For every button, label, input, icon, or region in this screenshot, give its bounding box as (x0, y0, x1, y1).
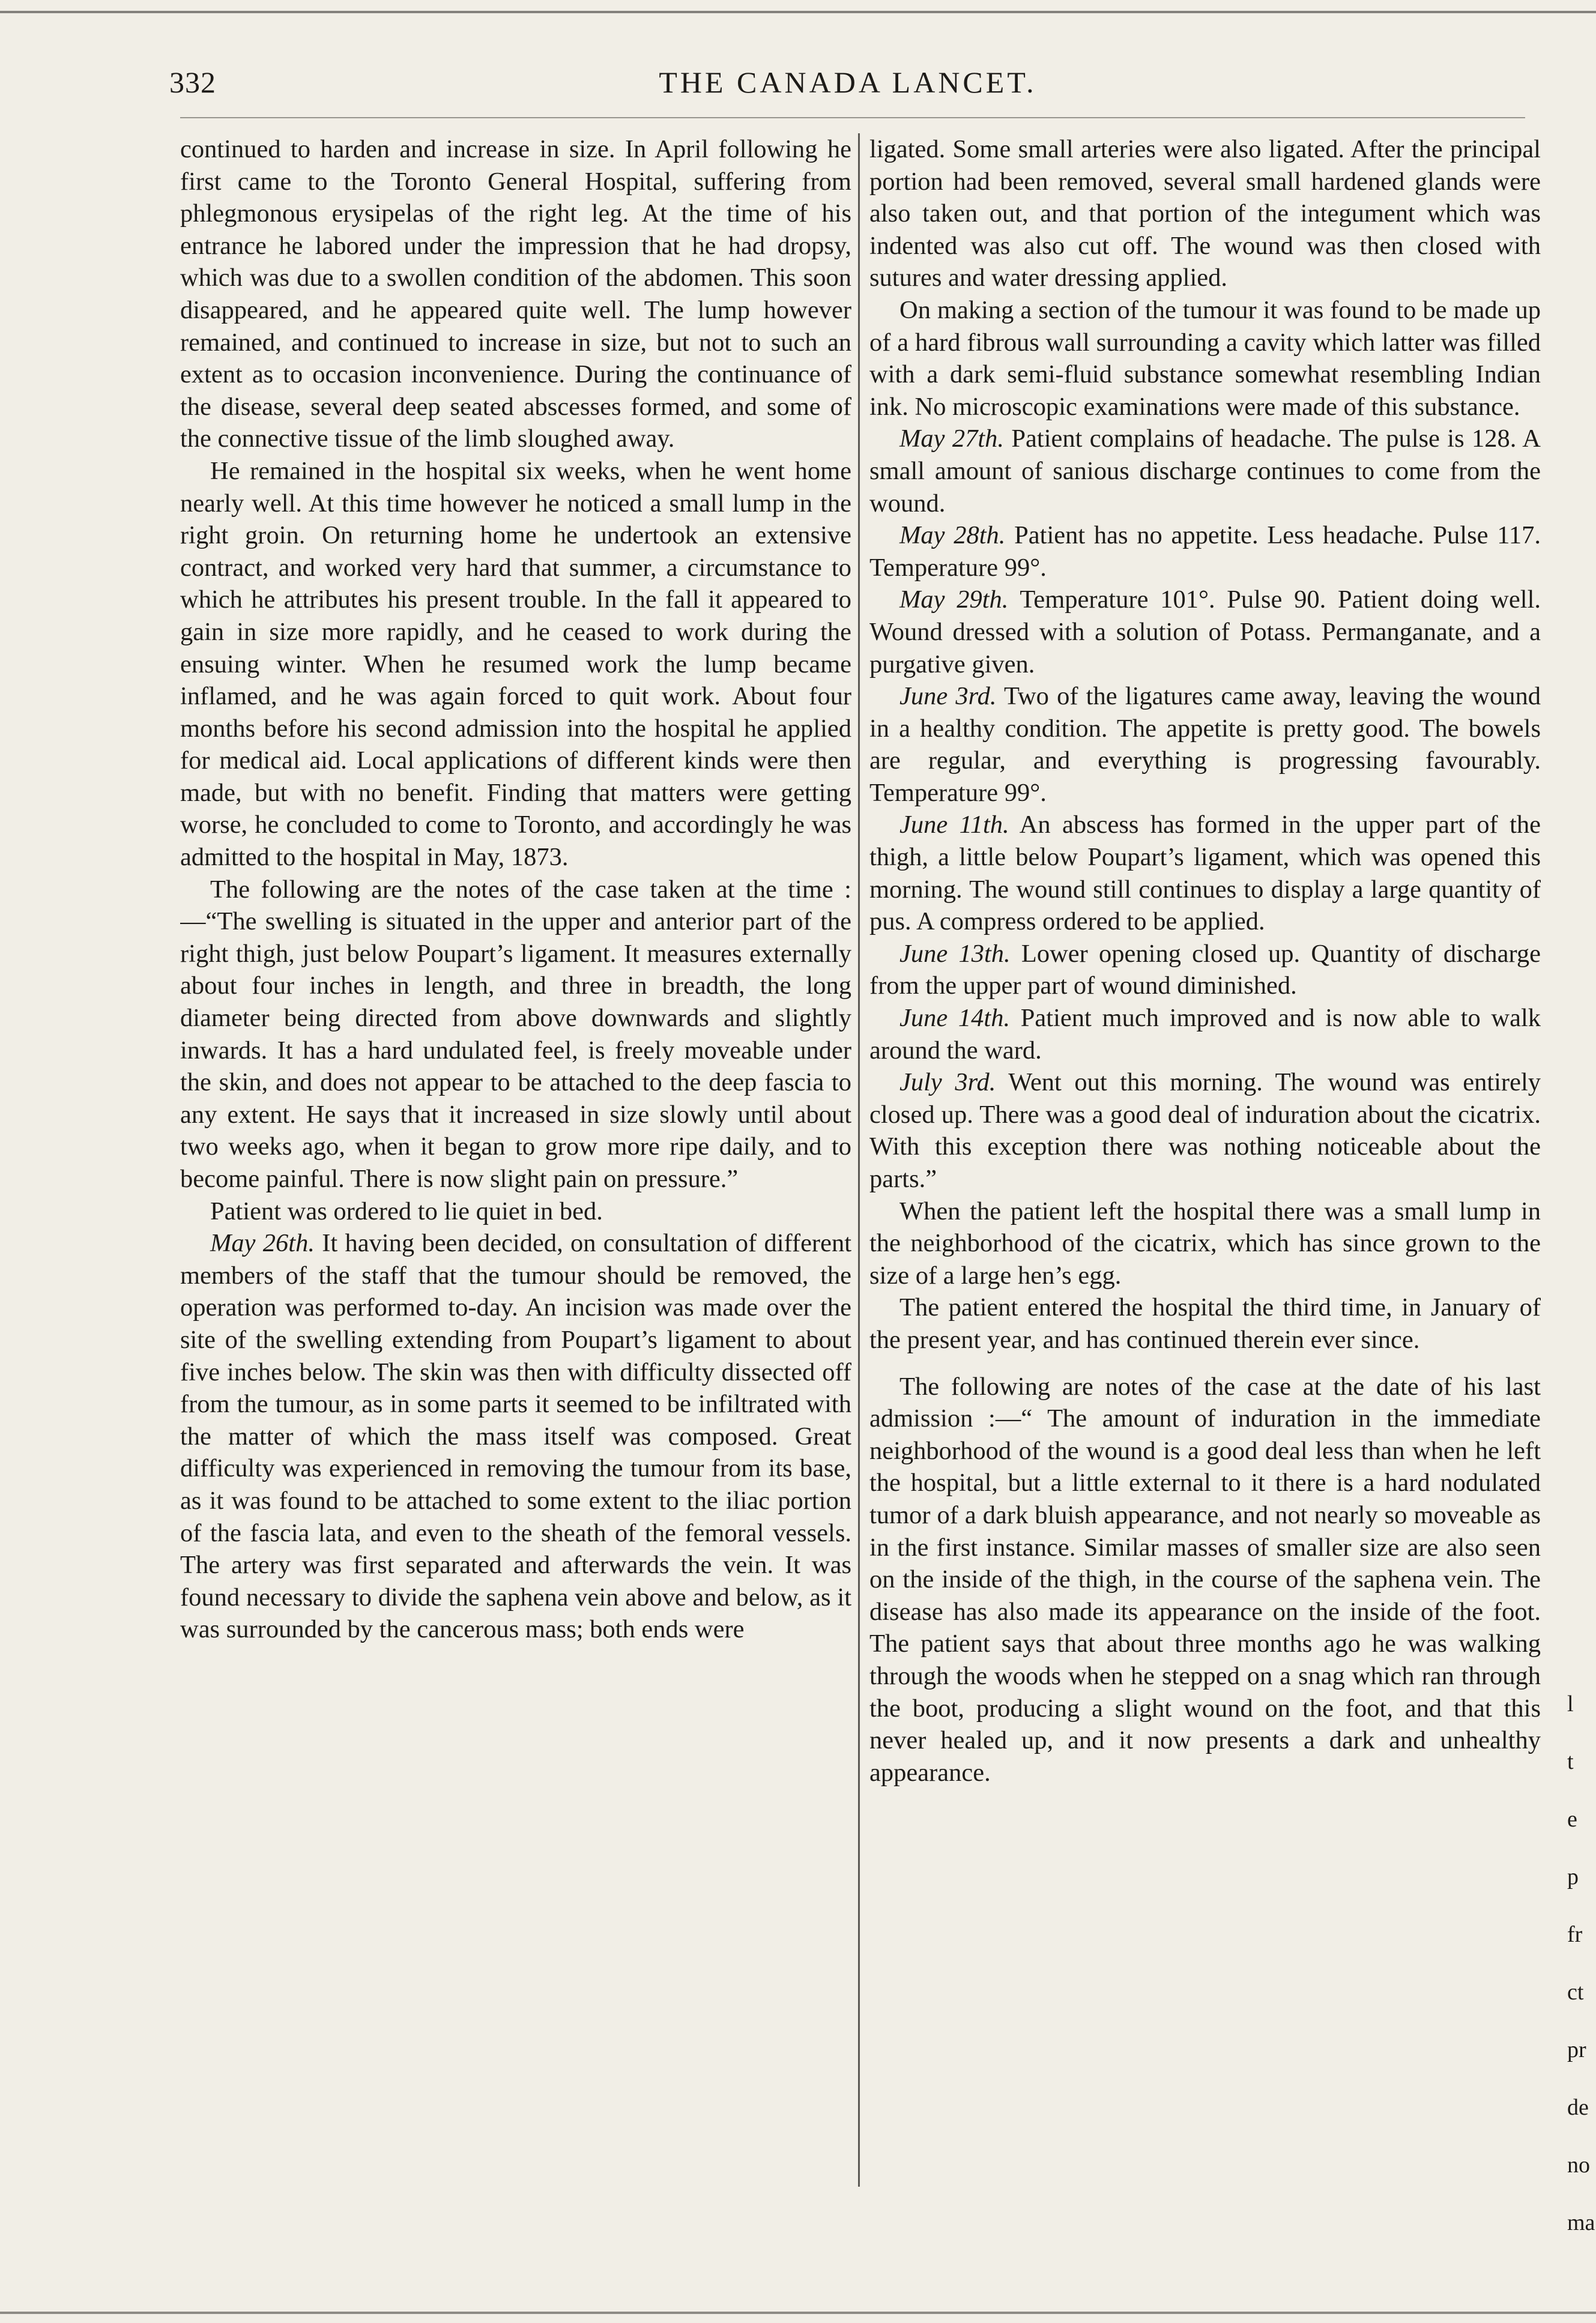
paragraph (180, 1195, 851, 1228)
paragraph-text: The following are notes of the case at the date of his last admission :—“ The amount of induration in the immediate neighborhood of the wound is a good deal less than when he left the hospital, but a little external to it there is a hard nodulated tumor of a dark bluish appearance, and not nearly so moveable as in the first instance. Similar masses of smaller size are also seen on the inside of the thigh, in the course of the saphena vein. The disease has also made its appearance on the inside of the foot. The patient says that about three months ago he was walking through the woods when he stepped on a snag which ran through the boot, producing a slight wound on the foot, and that this never healed up, and it now presents a dark and unhealthy appearance. (869, 1372, 1541, 1787)
entry-date: May 27th. (899, 424, 1005, 453)
entry-date: June 13th. (899, 939, 1011, 968)
paragraph (869, 1371, 1541, 1789)
bottom-edge-rule (0, 2312, 1596, 2314)
entry-date: May 28th. (899, 521, 1006, 550)
margin-fragment: no (1567, 2152, 1590, 2178)
paragraph (869, 584, 1541, 680)
paragraph-text: Patient much improved and is now able to walk around the ward. (869, 1004, 1541, 1065)
paragraph (869, 938, 1541, 1002)
paragraph-text: An abscess has formed in the upper part of the thigh, a little below Poupart’s ligament, which was opened this morning. The wound still continues to display a large quantity of pus. A compress ordered to be applied. (869, 811, 1541, 936)
paragraph-text: Patient complains of headache. The pulse is 128. A small amount of sanious discharge continues to come from the wound. (869, 424, 1541, 518)
paragraph (869, 294, 1541, 423)
paragraph-text: continued to harden and increase in size. In April following he first came to the Toronto General Hospital, suffering from phlegmonous erysipelas of the right leg. At the time of his entrance he labored under the impression that he had dropsy, which was due to a swollen condition of the abdomen. This soon disappeared, and he appeared quite well. The lump however remained, and continued to increase in size, but not to such an extent as to occasion inconvenience. During the continuance of the disease, several deep seated abscesses formed, and some of the connective tissue of the limb sloughed away. (180, 135, 851, 453)
paragraph-text: Lower opening closed up. Quantity of discharge from the upper part of wound diminished. (869, 939, 1541, 1000)
entry-date: June 11th. (899, 811, 1009, 839)
paragraph (869, 809, 1541, 937)
page-header (169, 65, 1526, 119)
paragraph-text: Temperature 101°. Pulse 90. Patient doing well. Wound dressed with a solution of Potass. Permanganate, and a purgative given. (869, 585, 1541, 678)
paragraph (869, 1002, 1541, 1066)
entry-date: June 3rd. (899, 682, 997, 711)
paragraph (869, 133, 1541, 294)
paragraph-text: The following are the notes of the case taken at the time :—“The swelling is situated in the upper and anterior part of the right thigh, just below Poupart’s ligament. It measures externally about four inches in length, and three in breadth, the long diameter being directed from above downwards and slightly inwards. It has a hard undulated feel, is freely moveable under the skin, and does not appear to be attached to the deep fascia to any extent. He says that it increased in size slowly until about two weeks ago, when it began to grow more ripe daily, and to become painful. There is now slight pain on pressure.” (180, 875, 851, 1193)
header-rule (180, 117, 1525, 118)
page-number: 332 (169, 65, 216, 99)
paragraph-text: ligated. Some small arteries were also ligated. After the principal portion had been removed, several small hardened glands were also taken out, and that portion of the integument which was indented was also cut off. The wound was then closed with sutures and water dressing applied. (869, 135, 1541, 292)
paragraph (180, 874, 851, 1195)
margin-fragment: p (1567, 1864, 1579, 1890)
entry-date: May 26th. (210, 1229, 315, 1258)
left-column (180, 133, 851, 2223)
top-edge-rule (0, 11, 1596, 13)
entry-date: July 3rd. (899, 1068, 996, 1097)
paragraph (869, 1195, 1541, 1292)
paragraph-text: When the patient left the hospital there was a small lump in the neighborhood of the cicatrix, which has since grown to the size of a large hen’s egg. (869, 1197, 1541, 1290)
margin-fragment: t (1567, 1749, 1574, 1774)
paragraph-text: Patient has no appetite. Less headache. Pulse 117. Temperature 99°. (869, 521, 1541, 582)
paragraph (869, 1291, 1541, 1356)
paragraph (869, 423, 1541, 519)
margin-fragment: de (1567, 2095, 1589, 2120)
running-title: THE CANADA LANCET. (659, 65, 1037, 99)
paragraph (869, 680, 1541, 809)
paragraph (180, 133, 851, 455)
margin-fragment: ct (1567, 1980, 1584, 2005)
paragraph (180, 455, 851, 874)
margin-fragments (1567, 1675, 1596, 2252)
paragraph-text: He remained in the hospital six weeks, when he went home nearly well. At this time however he noticed a small lump in the right groin. On returning home he undertook an extensive contract, and worked very hard that summer, a circumstance to which he attributes his present trouble. In the fall it appeared to gain in size more rapidly, and he ceased to work during the ensuing winter. When he resumed work the lump became inflamed, and he was again forced to quit work. About four months before his second admission into the hospital he applied for medical aid. Local applications of different kinds were then made, but with no benefit. Finding that matters were getting worse, he concluded to come to Toronto, and accordingly he was admitted to the hospital in May, 1873. (180, 456, 851, 872)
paragraph (180, 1227, 851, 1646)
paragraph (869, 519, 1541, 584)
right-column (869, 133, 1541, 2223)
paragraph-text: Patient was ordered to lie quiet in bed. (210, 1197, 603, 1225)
paragraph-text: Went out this morning. The wound was entirely closed up. There was a good deal of induration about the cicatrix. With this exception there was nothing noticeable about the parts.” (869, 1068, 1541, 1193)
paragraph-text: It having been decided, on consultation of different members of the staff that the tumour should be removed, the operation was performed to-day. An incision was made over the site of the swelling extending from Poupart’s ligament to about five inches below. The skin was then with difficulty dissected off from the tumour, as in some parts it seemed to be infiltrated with the matter of which the mass itself was composed. Great difficulty was experienced in removing the tumour from its base, as it was found to be attached to some extent to the iliac portion of the fascia lata, and even to the sheath of the femoral vessels. The artery was first separated and afterwards the vein. It was found necessary to divide the saphena vein above and below, as it was surrounded by the cancerous mass; both ends were (180, 1229, 851, 1644)
column-divider (858, 133, 860, 2187)
paragraph-text: On making a section of the tumour it was found to be made up of a hard fibrous wall surrounding a cavity which latter was filled with a dark semi-fluid substance somewhat resembling Indian ink. No microscopic examinations were made of this substance. (869, 295, 1541, 421)
entry-date: June 14th. (899, 1004, 1011, 1033)
paragraph (869, 1066, 1541, 1195)
margin-fragment: ma (1567, 2210, 1595, 2235)
paragraph-text: The patient entered the hospital the third time, in January of the present year, and has continued therein ever since. (869, 1293, 1541, 1354)
margin-fragment: pr (1567, 2037, 1586, 2062)
entry-date: May 29th. (899, 585, 1009, 614)
paragraph-text: Two of the ligatures came away, leaving the wound in a healthy condition. The appetite is pretty good. The bowels are regular, and everything is progressing favourably. Temperature 99°. (869, 682, 1541, 807)
margin-fragment: fr (1567, 1922, 1583, 1947)
margin-fragment: l (1567, 1691, 1574, 1717)
margin-fragment: e (1567, 1807, 1577, 1832)
